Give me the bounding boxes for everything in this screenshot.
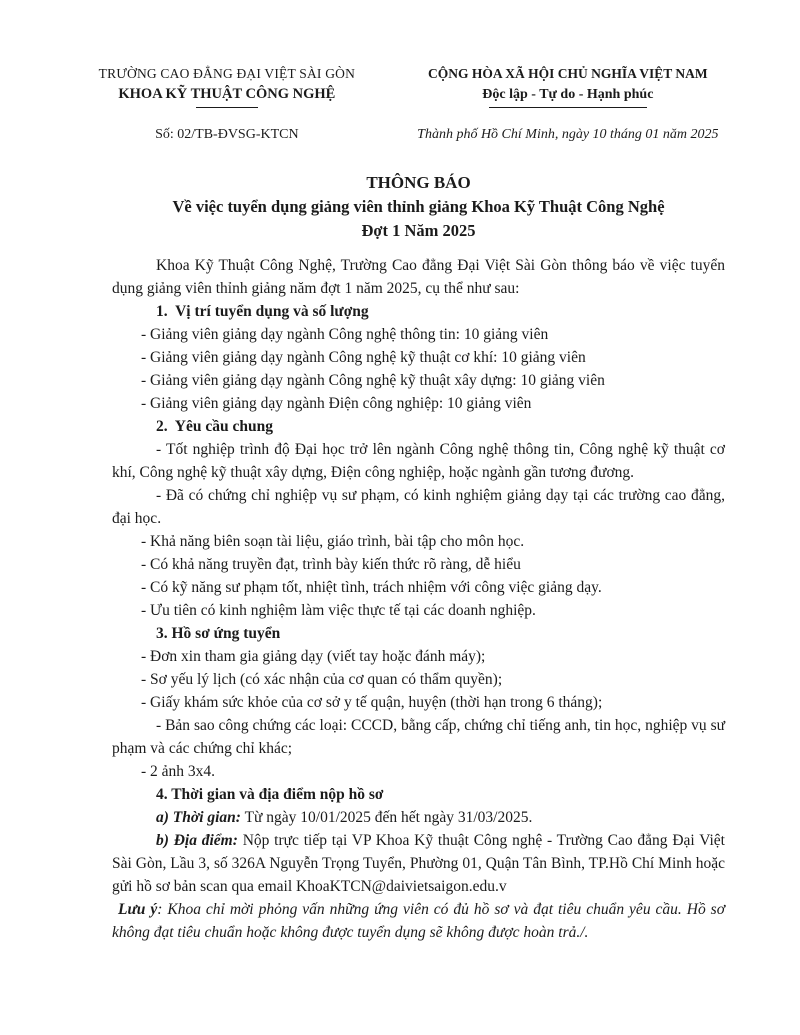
place-date-line: Thành phố Hồ Chí Minh, ngày 10 tháng 01 năm 2025 — [417, 127, 719, 142]
document-number: Số: 02/TB-ĐVSG-KTCN — [155, 127, 299, 142]
place-label: b) Địa điểm: — [156, 832, 238, 849]
body-text — [112, 254, 725, 944]
place-value: Nộp trực tiếp tại VP Khoa Kỹ thuật Công nghệ - Trường Cao đẳng Đại Việt Sài Gòn, Lầu 3, số 326A Nguyễn Trọng Tuyển, Phường 01, Quận Tân Bình, TP.Hồ Chí Minh hoặc gửi hồ sơ bản scan qua email KhoaKTCN@daivietsaigon.edu.v — [112, 832, 725, 895]
list-item: - Sơ yếu lý lịch (có xác nhận của cơ quan có thẩm quyền); — [141, 671, 503, 688]
list-item: - Giảng viên giảng dạy ngành Công nghệ kỹ thuật cơ khí: 10 giảng viên — [141, 349, 586, 366]
section2-paragraph: - Tốt nghiệp trình độ Đại học trở lên ngành Công nghệ thông tin, Công nghệ kỹ thuật cơ khí, Công nghệ kỹ thuật xây dựng, Điện công nghiệp, hoặc ngành gần tương đương. — [112, 441, 725, 481]
motto-underline — [489, 107, 647, 108]
time-value: Từ ngày 10/01/2025 đến hết ngày 31/03/2025. — [240, 809, 533, 826]
section4-heading: 4. Thời gian và địa điểm nộp hồ sơ — [156, 786, 384, 803]
note-paragraph — [112, 898, 725, 944]
intro-paragraph: Khoa Kỹ Thuật Công Nghệ, Trường Cao đẳng Đại Việt Sài Gòn thông báo về việc tuyển dụng giảng viên thỉnh giảng năm đợt 1 năm 2025, cụ thể như sau: — [112, 257, 725, 297]
document-round: Đợt 1 Năm 2025 — [361, 221, 476, 240]
document-subtitle: Về việc tuyển dụng giảng viên thỉnh giảng Khoa Kỹ Thuật Công Nghệ — [172, 197, 665, 216]
list-item: - Khả năng biên soạn tài liệu, giáo trình, bài tập cho môn học. — [141, 533, 525, 550]
issuer-block — [70, 64, 384, 145]
issuer-underline — [196, 107, 258, 108]
time-label: a) Thời gian: — [156, 809, 241, 826]
list-item: - Giấy khám sức khỏe của cơ sở y tế quận, huyện (thời hạn trong 6 tháng); — [141, 694, 603, 711]
section2-paragraph: - Đã có chứng chỉ nghiệp vụ sư phạm, có kinh nghiệm giảng dạy tại các trường cao đẳng, đại học. — [112, 487, 725, 527]
document-title: THÔNG BÁO — [366, 173, 471, 192]
section3-heading: 3. Hồ sơ ứng tuyển — [156, 625, 281, 642]
section1-heading: 1. Vị trí tuyển dụng và số lượng — [156, 303, 369, 320]
list-item: - Có kỹ năng sư phạm tốt, nhiệt tình, trách nhiệm với công việc giảng dạy. — [141, 579, 602, 596]
section3-paragraph: - Bản sao công chứng các loại: CCCD, bằng cấp, chứng chỉ tiếng anh, tin học, nghiệp vụ sư phạm và các chứng chỉ khác; — [112, 717, 725, 757]
list-item: - Đơn xin tham gia giảng dạy (viết tay hoặc đánh máy); — [141, 648, 486, 665]
national-title: CỘNG HÒA XÃ HỘI CHỦ NGHĨA VIỆT NAM — [428, 66, 708, 81]
issuer-school-name: TRƯỜNG CAO ĐẲNG ĐẠI VIỆT SÀI GÒN — [98, 66, 356, 81]
document-body — [112, 170, 725, 944]
title-block — [112, 170, 725, 243]
list-item: - 2 ảnh 3x4. — [141, 763, 216, 780]
list-item: - Ưu tiên có kinh nghiệm làm việc thực tế tại các doanh nghiệp. — [141, 602, 536, 619]
section4-place-line — [112, 829, 725, 898]
list-item: - Giảng viên giảng dạy ngành Công nghệ kỹ thuật xây dựng: 10 giảng viên — [141, 372, 605, 389]
section4-time-line — [112, 806, 725, 829]
note-label: Lưu ý — [118, 901, 158, 918]
list-item: - Có khả năng truyền đạt, trình bày kiến thức rõ ràng, dễ hiểu — [141, 556, 521, 573]
national-motto: Độc lập - Tự do - Hạnh phúc — [482, 87, 654, 102]
national-block — [384, 64, 752, 145]
note-text: : Khoa chỉ mời phỏng vấn những ứng viên có đủ hồ sơ và đạt tiêu chuẩn yêu cầu. Hồ sơ không đạt tiêu chuẩn hoặc không được tuyển dụng sẽ không được hoàn trả./. — [112, 901, 725, 941]
section2-heading: 2. Yêu cầu chung — [156, 418, 273, 435]
document-header — [70, 64, 752, 145]
issuer-faculty-name: KHOA KỸ THUẬT CÔNG NGHỆ — [118, 86, 336, 102]
list-item: - Giảng viên giảng dạy ngành Điện công nghiệp: 10 giảng viên — [141, 395, 532, 412]
list-item: - Giảng viên giảng dạy ngành Công nghệ thông tin: 10 giảng viên — [141, 326, 549, 343]
